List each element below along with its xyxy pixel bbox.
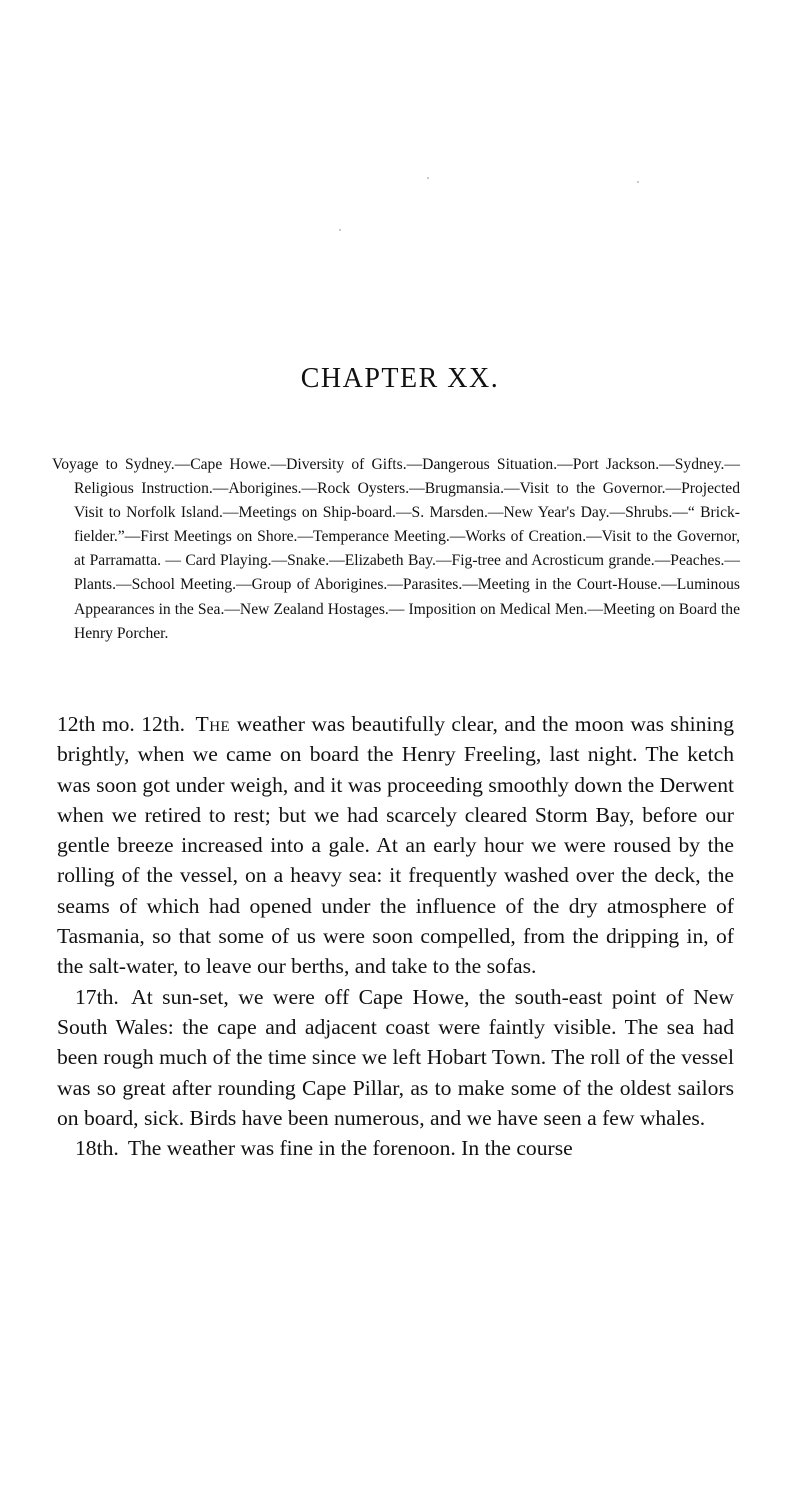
page-speck <box>339 229 341 231</box>
paragraph <box>57 709 734 982</box>
paragraph <box>57 982 734 1133</box>
paragraph-text: weather was beautifully clear, and the moon was shining brightly, when we came on board the Henry Freeling, last night. The ketch was soon got under weigh, and it was proceeding smoothly down the Derwent when we retired to rest; but we had scarcely cleared Storm Bay, before our gentle breeze increased into a gale. At an early hour we were roused by the rolling of the vessel, on a heavy sea: it frequently washed over the deck, the seams of which had opened under the influence of the dry atmosphere of Tasmania, so that some of us were soon compelled, from the dripping in, of the salt-water, to leave our berths, and take to the sofas. <box>57 712 735 979</box>
page-speck <box>427 177 429 179</box>
entry-date: 12th mo. 12th. <box>57 712 186 736</box>
paragraph <box>57 1133 734 1163</box>
entry-date: 17th. <box>75 984 119 1009</box>
chapter-title: CHAPTER XX. <box>300 363 500 394</box>
page-speck <box>637 181 639 183</box>
chapter-synopsis: Voyage to Sydney.—Cape Howe.—Diversity of Gifts.—Dangerous Situation.—Port Jackson.—Sydney.—Religious Instruction.—Aborigines.—Rock Oysters.—Brugmansia.—Visit to the Governor.—Projected Visit to Norfolk Island.—Meetings on Ship-board.—S. Marsden.—New Year's Day.—Shrubs.—“ Brick-fielder.”—First Meetings on Shore.—Temperance Meeting.—Works of Creation.—Visit to the Governor, at Parramatta. — Card Playing.—Snake.—Elizabeth Bay.—Fig-tree and Acrosticum grande.—Peaches.—Plants.—School Meeting.—Group of Aborigines.—Parasites.—Meeting in the Court-House.—Luminous Appearances in the Sea.—New Zealand Hostages.— Imposition on Medical Men.—Meeting on Board the Henry Porcher. <box>52 456 740 642</box>
paragraph-text: At sun-set, we were off Cape Howe, the south-east point of New South Wales: the cape and adjacent coast were faintly visible. The sea had been rough much of the time since we left Hobart Town. The roll of the vessel was so great after rounding Cape Pillar, as to make some of the oldest sailors on board, sick. Birds have been numerous, and we have seen a few whales. <box>57 984 734 1130</box>
paragraph-text: The weather was fine in the forenoon. In the course <box>127 1136 573 1161</box>
entry-date: 18th. <box>75 1136 119 1161</box>
body-text <box>57 709 734 1163</box>
paragraph-lead-word: The <box>195 712 231 736</box>
